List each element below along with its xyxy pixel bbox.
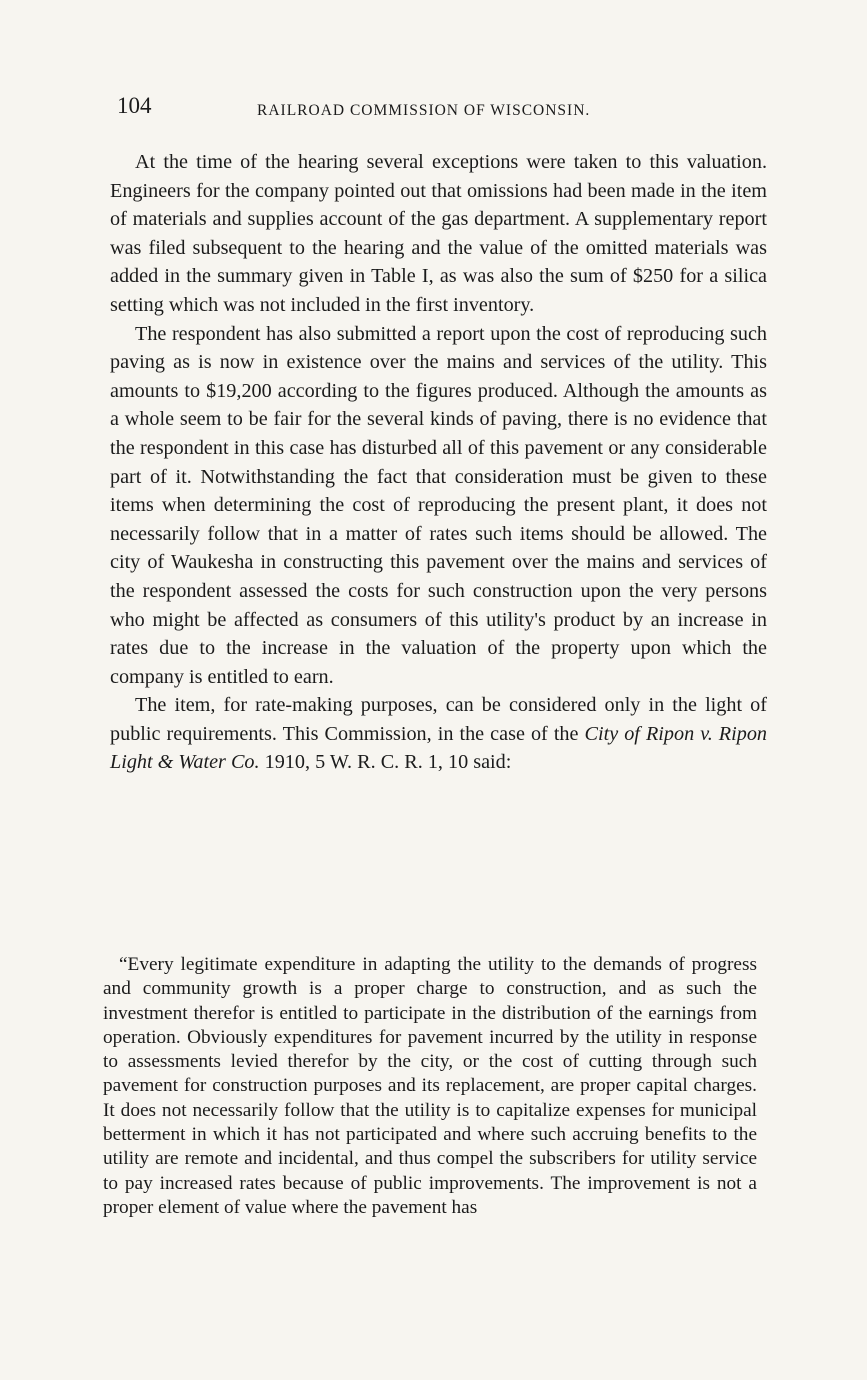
- running-head: RAILROAD COMMISSION OF WISCONSIN.: [257, 102, 591, 119]
- paragraph-1: At the time of the hearing several exceptions were taken to this valuation. Engineers for the company pointed out that omissions had been made in the item of materials and supplies account of the gas department. A supplementary report was filed subsequent to the hearing and the value of the omitted materials was added in the summary given in Table I, as was also the sum of $250 for a silica setting which was not included in the first inventory.: [110, 151, 767, 316]
- page-number: 104: [117, 93, 152, 118]
- paragraph-3-end: 1910, 5 W. R. C. R. 1, 10 said:: [259, 751, 512, 774]
- paragraph-3: [110, 691, 767, 777]
- block-quote: “Every legitimate expenditure in adapting the utility to the demands of progress and community growth is a proper charge to construction, and as such the investment therefor is entitled to participate in the distribution of the earnings from operation. Obviously expenditures for pavement incurred by the utility in response to assessments levied therefor by the city, or the cost of cutting through such pavement for construction purposes and its replacement, are proper capital charges. It does not necessarily follow that the utility is to capitalize expenses for municipal betterment in which it has not participated and where such accruing benefits to the utility are remote and incidental, and thus compel the subscribers for utility service to pay increased rates because of public improvements. The improvement is not a proper element of value where the pavement has: [103, 954, 757, 1218]
- paragraph-2: The respondent has also submitted a report upon the cost of reproducing such paving as is now in existence over the mains and services of the utility. This amounts to $19,200 according to the figures produced. Although the amounts as a whole seem to be fair for the several kinds of paving, there is no evidence that the respondent in this case has disturbed all of this pavement or any considerable part of it. Notwithstanding the fact that consideration must be given to these items when determining the cost of reproducing the present plant, it does not necessarily follow that in a matter of rates such items should be allowed. The city of Waukesha in constructing this pavement over the mains and services of the respondent assessed the costs for such construction upon the very persons who might be affected as consumers of this utility's product by an increase in rates due to the increase in the valuation of the property upon which the company is entitled to earn.: [110, 322, 767, 688]
- body-text: [110, 148, 767, 777]
- paragraph-3-start: The item, for rate-making purposes, can be considered only in the light of public requirements. This Commission, in the case of the: [110, 694, 767, 745]
- page-header: [117, 93, 767, 123]
- case-citation: City of Ripon v. Ripon Light & Water Co.: [110, 722, 768, 774]
